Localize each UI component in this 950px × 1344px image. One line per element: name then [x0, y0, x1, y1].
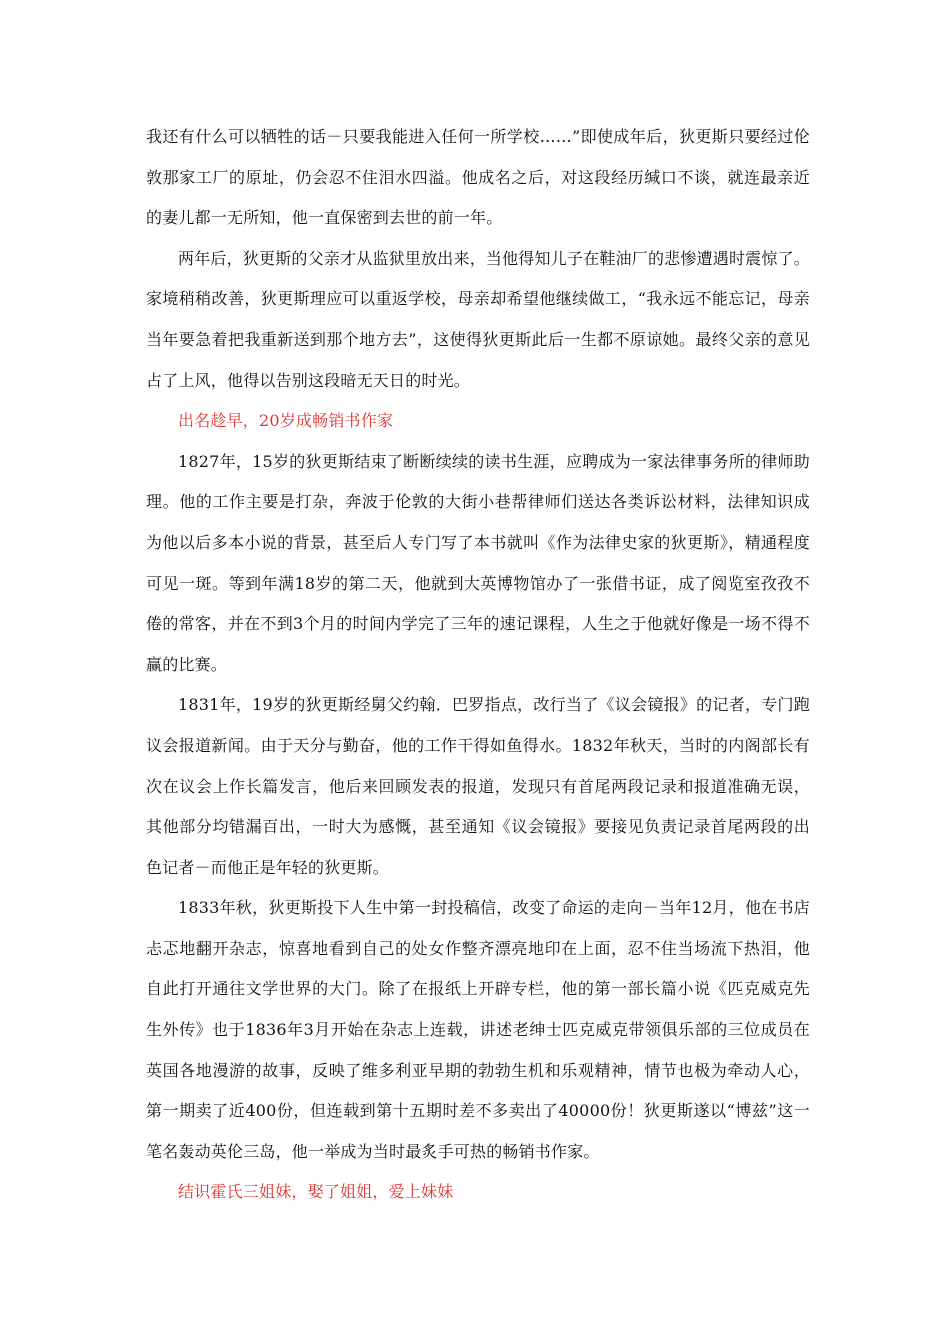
paragraph-5: 1833年秋，狄更斯投下人生中第一封投稿信，改变了命运的走向－当年12月，他在书店忐忑地翻开杂志，惊喜地看到自己的处女作整齐漂亮地印在上面，忍不住当场流下热泪，他自此打开通往文学世界的大门。除了在报纸上开辟专栏，他的第一部长篇小说《匹克威克先生外传》也于1836年3月开始在杂志上连载，讲述老绅士匹克威克带领俱乐部的三位成员在英国各地漫游的故事，反映了维多利亚早期的勃勃生机和乐观精神，情节也极为牵动人心，第一期卖了近400份，但连载到第十五期时差不多卖出了40000份！狄更斯遂以“博兹”这一笔名轰动英伦三岛，他一举成为当时最炙手可热的畅销书作家。	[146, 898, 810, 1161]
paragraph-3: 1827年，15岁的狄更斯结束了断断续续的读书生涯，应聘成为一家法律事务所的律师助理。他的工作主要是打杂，奔波于伦敦的大街小巷帮律师们送达各类诉讼材料，法律知识成为他以后多本小说的背景，甚至后人专门写了本书就叫《作为法律史家的狄更斯》，精通程度可见一斑。等到年满18岁的第二天，他就到大英博物馆办了一张借书证，成了阅览室孜孜不倦的常客，并在不到3个月的时间内学完了三年的速记课程，人生之于他就好像是一场不得不赢的比赛。	[146, 451, 810, 674]
section-heading-fame: 出名趁早，20岁成畅销书作家	[178, 411, 394, 431]
paragraph-1: 我还有什么可以牺牲的话－只要我能进入任何一所学校……”即使成年后，狄更斯只要经过伦敦那家工厂的原址，仍会忍不住泪水四溢。他成名之后，对这段经历缄口不谈，就连最亲近的妻儿都一无所知，他一直保密到去世的前一年。	[146, 127, 810, 228]
section-heading-hogarth-sisters: 结识霍氏三姐妹，娶了姐姐，爱上妹妹	[178, 1182, 454, 1202]
paragraph-2: 两年后，狄更斯的父亲才从监狱里放出来，当他得知儿子在鞋油厂的悲惨遭遇时震惊了。家境稍稍改善，狄更斯理应可以重返学校，母亲却希望他继续做工，“我永远不能忘记，母亲当年要急着把我重新送到那个地方去”，这使得狄更斯此后一生都不原谅她。最终父亲的意见占了上风，他得以告别这段暗无天日的时光。	[146, 248, 810, 390]
document-page	[146, 117, 810, 1213]
paragraph-4: 1831年，19岁的狄更斯经舅父约翰．巴罗指点，改行当了《议会镜报》的记者，专门跑议会报道新闻。由于天分与勤奋，他的工作干得如鱼得水。1832年秋天，当时的内阁部长有次在议会上作长篇发言，他后来回顾发表的报道，发现只有首尾两段记录和报道准确无误，其他部分均错漏百出，一时大为感慨，甚至通知《议会镜报》要接见负责记录首尾两段的出色记者－而他正是年轻的狄更斯。	[146, 695, 810, 877]
